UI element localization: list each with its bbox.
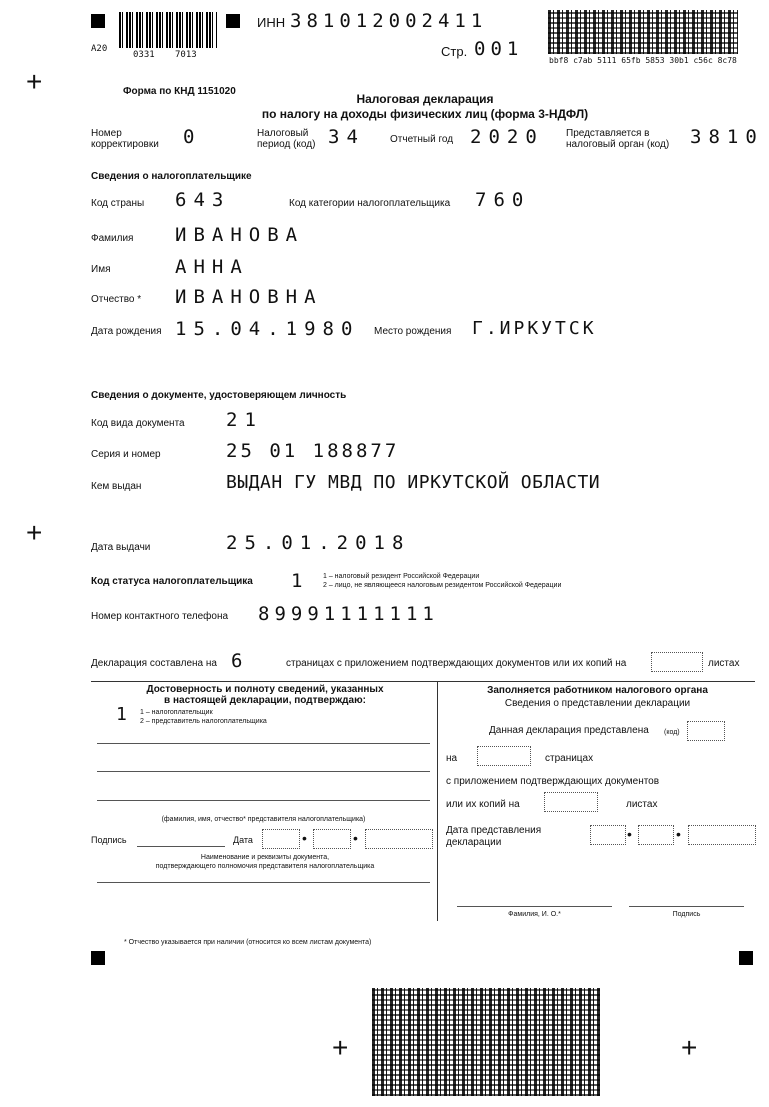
- code-hint: (код): [664, 729, 680, 736]
- category-value: 760: [475, 189, 531, 211]
- authority-value: 3810: [690, 126, 764, 148]
- phone-value: 89991111111: [258, 603, 439, 625]
- period-value: 34: [328, 126, 365, 148]
- pob-value: Г.ИРКУТСК: [472, 318, 597, 339]
- right-sign-caption: Подпись: [672, 911, 701, 918]
- name-value: АННА: [175, 256, 249, 278]
- dob-label: Дата рождения: [91, 326, 162, 337]
- right-subtitle: Сведения о представлении декларации: [504, 698, 691, 709]
- dob-value: 15.04.1980: [175, 318, 360, 340]
- pages-suffix: листах: [708, 658, 740, 669]
- doc-type-label: Код вида документа: [91, 418, 185, 429]
- inn-value: 381012002411: [290, 10, 488, 32]
- barcode-caption-left: A20: [91, 44, 108, 54]
- barcode-caption-mid: 0331: [133, 50, 155, 60]
- pages-word: страницах: [545, 753, 594, 764]
- presented-label: Данная декларация представлена: [489, 725, 649, 736]
- identity-section-title: Сведения о документе, удостоверяющем личность: [91, 390, 347, 401]
- left-date-day-cells[interactable]: [262, 829, 300, 849]
- or-copies-label: или их копий на: [446, 799, 520, 810]
- right-sign-line[interactable]: [629, 906, 744, 907]
- footnote: * Отчество указывается при наличии (относится ко всем листам документа): [124, 939, 372, 946]
- issue-date-value: 25.01.2018: [226, 532, 411, 554]
- surname-label: Фамилия: [91, 233, 134, 244]
- issued-by-label: Кем выдан: [91, 481, 142, 492]
- taxpayer-section-title: Сведения о налогоплательщике: [91, 171, 252, 182]
- right-date-dot-2: •: [676, 826, 681, 842]
- title-line-2: по налогу на доходы физических лиц (форма 3-НДФЛ): [261, 107, 589, 121]
- sheets-word: листах: [626, 799, 658, 810]
- left-date-year-cells[interactable]: [365, 829, 433, 849]
- left-title-2: в настоящей декларации, подтверждаю:: [164, 695, 366, 706]
- correction-label: Номер корректировки: [91, 128, 159, 150]
- issued-by-value: ВЫДАН ГУ МВД ПО ИРКУТСКОЙ ОБЛАСТИ: [226, 472, 601, 493]
- authority-label: Представляется в налоговый орган (код): [566, 128, 670, 150]
- right-date-month-cells[interactable]: [638, 825, 674, 845]
- date-dot-1: •: [302, 830, 307, 846]
- with-docs-label: с приложением подтверждающих документов: [446, 776, 660, 787]
- confirmer-value: 1: [116, 704, 127, 725]
- right-date-dot-1: •: [627, 826, 632, 842]
- corner-marker-bottom-right: [739, 951, 753, 965]
- phone-label: Номер контактного телефона: [91, 611, 229, 622]
- on-label: на: [446, 753, 458, 764]
- doc-line: [97, 882, 430, 883]
- left-title-1: Достоверность и полноту сведений, указанных: [146, 684, 384, 695]
- inn-label: ИНН: [257, 15, 286, 30]
- page-label: Стр.: [441, 44, 468, 59]
- name-label: Имя: [91, 264, 111, 275]
- pages-value: 6: [231, 650, 243, 672]
- year-value: 2020: [470, 126, 544, 148]
- registration-cross-bottom-right: +: [681, 1032, 698, 1063]
- status-value: 1: [291, 570, 303, 592]
- attachment-sheets-cells[interactable]: [651, 652, 703, 672]
- date-presented-label-1: Дата представления: [446, 825, 542, 836]
- series-label: Серия и номер: [91, 449, 161, 460]
- status-note-2: 2 – лицо, не являющееся налоговым резидентом Российской Федерации: [323, 582, 562, 589]
- pages-prefix: Декларация составлена на: [91, 658, 217, 669]
- category-label: Код категории налогоплательщика: [289, 198, 451, 209]
- corner-marker-top-mid: [226, 14, 240, 28]
- copies-sheets-cells[interactable]: [544, 792, 598, 812]
- confirmer-opt-2: 2 – представитель налогоплательщика: [140, 718, 267, 725]
- header-barcode: [119, 12, 217, 48]
- patronymic-label: Отчество *: [91, 294, 142, 305]
- date-dot-2: •: [353, 830, 358, 846]
- corner-marker-bottom-left: [91, 951, 105, 965]
- patronymic-value: ИВАНОВНА: [175, 286, 323, 308]
- issue-date-label: Дата выдачи: [91, 542, 151, 553]
- fio-line-3: [97, 800, 430, 801]
- lower-block-top-line: [91, 681, 755, 682]
- header-2d-barcode: [548, 10, 738, 54]
- right-fio-caption: Фамилия, И. О.*: [508, 911, 561, 918]
- page-value: 001: [474, 38, 524, 60]
- lower-block-divider: [437, 681, 438, 921]
- presented-code-cells[interactable]: [687, 721, 725, 741]
- fio-line-1: [97, 743, 430, 744]
- knd-label: Форма по КНД 1151020: [123, 86, 236, 97]
- status-label: Код статуса налогоплательщика: [91, 576, 253, 587]
- footer-2d-barcode: [372, 988, 600, 1096]
- doc-caption-1: Наименование и реквизиты документа,: [200, 854, 330, 861]
- period-label: Налоговый период (код): [257, 128, 316, 150]
- pob-label: Место рождения: [374, 326, 452, 337]
- date-presented-label-2: декларации: [446, 837, 502, 848]
- status-note-1: 1 – налоговый резидент Российской Федерации: [323, 573, 480, 580]
- right-date-year-cells[interactable]: [688, 825, 756, 845]
- year-label: Отчетный год: [390, 134, 454, 145]
- registration-cross-top: +: [26, 66, 43, 97]
- right-date-day-cells[interactable]: [590, 825, 626, 845]
- right-fio-line[interactable]: [457, 906, 612, 907]
- correction-value: 0: [183, 126, 195, 148]
- surname-value: ИВАНОВА: [175, 224, 305, 246]
- fio-caption: (фамилия, имя, отчество* представителя налогоплательщика): [161, 816, 366, 823]
- corner-marker-top-left: [91, 14, 105, 28]
- sign-label: Подпись: [91, 835, 127, 845]
- pages-middle: страницах с приложением подтверждающих документов или их копий на: [286, 658, 627, 669]
- sign-line[interactable]: [137, 846, 225, 847]
- left-date-month-cells[interactable]: [313, 829, 351, 849]
- confirmer-opt-1: 1 – налогоплательщик: [140, 709, 213, 716]
- registration-cross-mid: +: [26, 517, 43, 548]
- doc-caption-2: подтверждающего полномочия представителя налогоплательщика: [155, 863, 375, 870]
- right-title: Заполняется работником налогового органа: [487, 685, 708, 696]
- date-label: Дата: [233, 835, 253, 845]
- doc-type-value: 21: [226, 409, 263, 431]
- series-value: 25 01 188877: [226, 440, 400, 462]
- registration-cross-bottom-left: +: [332, 1032, 349, 1063]
- barcode-caption-right: 7013: [175, 50, 197, 60]
- title-line-1: Налоговая декларация: [356, 92, 494, 106]
- qr-caption: bbf8 c7ab 5111 65fb 5853 30b1 c56c 8c78: [549, 56, 737, 65]
- country-value: 643: [175, 189, 231, 211]
- country-label: Код страны: [91, 198, 145, 209]
- pages-count-cells[interactable]: [477, 746, 531, 766]
- fio-line-2: [97, 771, 430, 772]
